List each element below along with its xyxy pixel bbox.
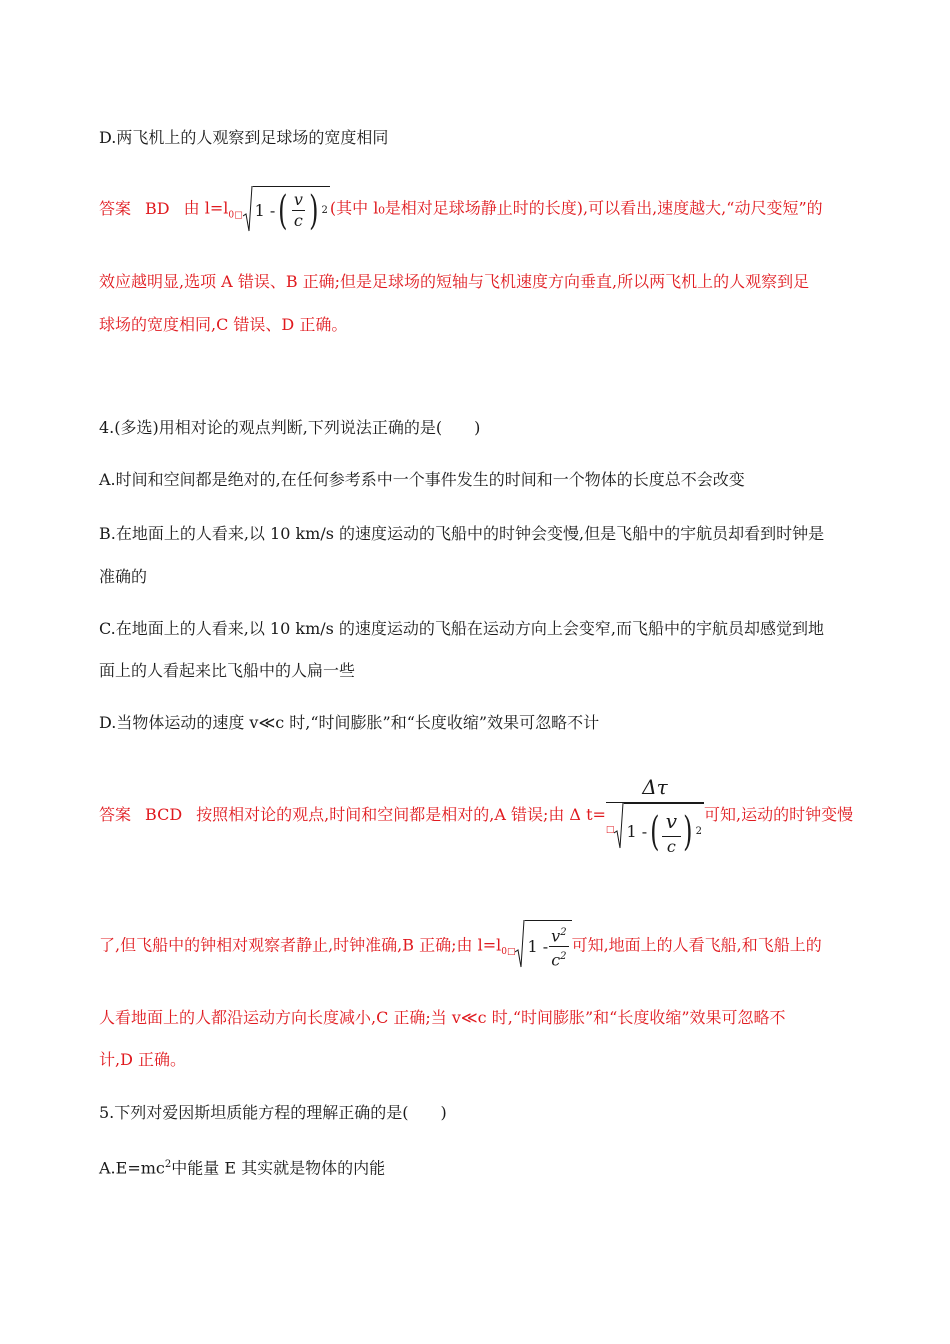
q4-option-c-line-1: C.在地面上的人看来,以 10 km/s 的速度运动的飞船在运动方向上会变窄,而飞船中的宇航员却感觉到地 [99,619,825,638]
left-paren: ( [278,187,288,234]
q4-answer-line-3: 人看地面上的人都沿运动方向长度减小,C 正确;当 v≪c 时,“时间膨胀”和“长度收缩”效果可忽略不 [99,1008,786,1027]
sqrt-formula [515,920,571,971]
answer-text: 了,但飞船中的钟相对观察者静止,时钟准确,B 正确;由 l=l [99,935,502,955]
numerator-v: v [551,926,561,946]
answer-key: BCD [145,804,183,824]
answer-label: 答案 [99,198,132,218]
q3-answer-line-3: 球场的宽度相同,C 错误、D 正确。 [99,315,348,334]
q4-stem: 4.(多选)用相对论的观点判断,下列说法正确的是( ) [99,418,481,437]
exponent-two: 2 [560,927,567,938]
q4-option-b-line-1: B.在地面上的人看来,以 10 km/s 的速度运动的飞船中的时钟会变慢,但是飞船中的宇航员却看到时钟是 [99,524,825,543]
numerator-v: v [662,806,681,837]
q4-answer-line-1 [99,772,853,857]
answer-text-post: 可知,地面上的人看飞船,和飞船上的 [571,935,822,955]
q3-answer-line-2: 效应越明显,选项 A 错误、B 正确;但是足球场的短轴与飞机速度方向垂直,所以两飞机上的人观察到足 [99,272,810,291]
formula-one-minus: 1 - [527,936,549,956]
q5-stem: 5.下列对爱因斯坦质能方程的理解正确的是( ) [99,1103,447,1122]
answer-text: 按照相对论的观点,时间和空间都是相对的,A 错误;由 Δ t= [196,804,606,824]
q5-option-a [99,1154,385,1179]
radical-sign-icon [614,803,624,849]
numerator-delta-tau: Δτ [606,772,704,803]
subscript-zero: 0 [228,210,235,221]
right-paren: ) [309,187,319,234]
denominator-c-squared [549,947,568,970]
v2-over-c2 [549,923,568,971]
sqrt-formula [243,186,330,232]
numerator-v: v [293,190,303,209]
formula-one-minus: 1 - [254,200,276,220]
radical-sign-icon [515,920,525,968]
q4-answer-line-2 [99,920,822,971]
right-paren: ) [683,808,693,855]
q4-option-b-line-2: 准确的 [99,567,148,586]
option-a-text-post: 中能量 E 其实就是物体的内能 [171,1158,386,1178]
placeholder-box: □ [234,210,243,221]
placeholder-box: □ [605,825,615,835]
denominator-c: c [666,837,676,856]
radical-sign-icon [243,186,253,232]
answer-key: BD [145,198,170,218]
subscript-zero: 0 [501,947,507,958]
formula-one-minus: 1 - [626,821,648,841]
exponent-two: 2 [695,825,703,837]
sqrt-formula [614,803,704,857]
v-over-c [292,190,305,231]
q3-option-d: D.两飞机上的人观察到足球场的宽度相同 [99,128,389,147]
exponent-two: 2 [321,204,328,216]
q3-answer-line-1 [99,186,823,232]
answer-label: 答案 [99,804,132,824]
q4-option-a: A.时间和空间都是绝对的,在任何参考系中一个事件发生的时间和一个物体的长度总不会改变 [99,470,745,489]
placeholder-box: □ [506,947,516,958]
answer-text-post: (其中 l₀是相对足球场静止时的长度),可以看出,速度越大,“动尺变短”的 [329,198,823,218]
q4-option-c-line-2: 面上的人看起来比飞船中的人扁一些 [99,661,356,680]
q4-option-d: D.当物体运动的速度 v≪c 时,“时间膨胀”和“长度收缩”效果可忽略不计 [99,713,600,732]
time-dilation-fraction [606,772,704,857]
l0-subscript [228,211,242,221]
denominator-c: c [293,211,303,230]
answer-text-post: 可知,运动的时钟变慢 [704,804,854,824]
l0-subscript [501,947,515,957]
answer-text: 由 l=l [183,198,229,218]
exponent-two: 2 [164,1159,172,1170]
left-paren: ( [650,808,660,855]
denominator-c: c [551,950,561,970]
q4-answer-line-4: 计,D 正确。 [99,1050,187,1069]
v-over-c [664,806,679,857]
numerator-v-squared [549,923,568,947]
option-a-text: A.E=mc [99,1158,165,1178]
exponent-two: 2 [560,951,567,963]
